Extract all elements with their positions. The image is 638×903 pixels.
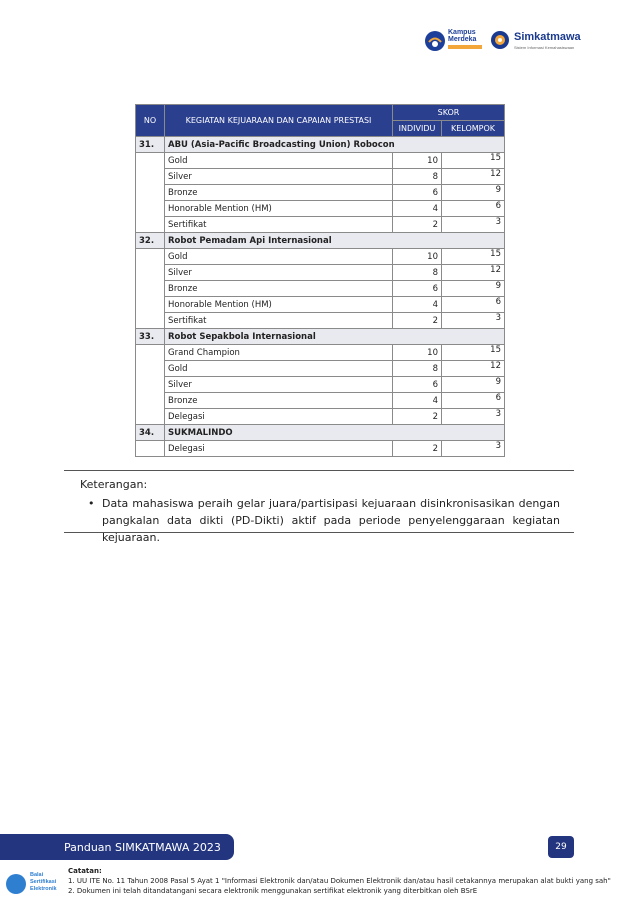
row-individu: 10 (393, 153, 442, 169)
row-label: Silver (165, 377, 393, 393)
row-label: Honorable Mention (HM) (165, 297, 393, 313)
row-label: Bronze (165, 185, 393, 201)
kampus-merdeka-text: Kampus Merdeka (448, 29, 477, 43)
row-label: Silver (165, 169, 393, 185)
row-individu: 8 (393, 361, 442, 377)
group-number: 31. (136, 137, 165, 153)
kampus-merdeka-bar (448, 45, 482, 49)
kampus-merdeka-icon (424, 30, 446, 52)
bsre-logo (6, 870, 66, 898)
group-title: ABU (Asia-Pacific Broadcasting Union) Robocon (165, 137, 505, 153)
kampus-merdeka-logo (424, 28, 484, 54)
row-label: Gold (165, 153, 393, 169)
header-logos (424, 24, 584, 58)
row-individu: 4 (393, 201, 442, 217)
row-individu: 4 (393, 297, 442, 313)
table-row (136, 409, 505, 425)
bsre-icon (6, 874, 26, 894)
group-number: 34. (136, 425, 165, 441)
row-kelompok: 15 (442, 345, 505, 361)
table-row (136, 377, 505, 393)
row-individu: 6 (393, 377, 442, 393)
row-individu: 2 (393, 217, 442, 233)
page-number: 29 (548, 836, 574, 858)
row-kelompok: 12 (442, 361, 505, 377)
simkatmawa-subtitle: Sistem Informasi Kemahasiswaan (514, 45, 575, 50)
group-title: Robot Sepakbola Internasional (165, 329, 505, 345)
keterangan-item (80, 495, 560, 546)
row-individu: 10 (393, 249, 442, 265)
table-row (136, 153, 505, 169)
row-kelompok: 9 (442, 185, 505, 201)
catatan-line-1: 1. UU ITE No. 11 Tahun 2008 Pasal 5 Ayat 1 "Informasi Elektronik dan/atau Dokumen Elektronik dan/atau hasil cetakannya merupakan alat bukti yang sah" (68, 877, 611, 885)
row-label: Grand Champion (165, 345, 393, 361)
row-label: Gold (165, 249, 393, 265)
row-kelompok: 6 (442, 393, 505, 409)
footer-title: Panduan SIMKATMAWA 2023 (64, 841, 221, 854)
bullet-icon: • (88, 497, 95, 510)
row-kelompok: 3 (442, 409, 505, 425)
header-kegiatan: KEGIATAN KEJUARAAN DAN CAPAIAN PRESTASI (165, 105, 393, 137)
table-row (136, 441, 505, 457)
group-number: 33. (136, 329, 165, 345)
group-row (136, 137, 505, 153)
row-individu: 8 (393, 169, 442, 185)
footer-bar (0, 834, 234, 860)
group-title: Robot Pemadam Api Internasional (165, 233, 505, 249)
simkatmawa-name: Simkatmawa (514, 31, 581, 43)
row-individu: 2 (393, 441, 442, 457)
simkatmawa-logo (490, 28, 586, 54)
header-kelompok: KELOMPOK (442, 121, 505, 137)
table-row (136, 393, 505, 409)
table-row (136, 169, 505, 185)
table-row (136, 185, 505, 201)
divider-top (64, 470, 574, 471)
table-row (136, 249, 505, 265)
row-kelompok: 12 (442, 169, 505, 185)
simkatmawa-icon (490, 30, 510, 50)
row-kelompok: 15 (442, 249, 505, 265)
table-row (136, 217, 505, 233)
table-row (136, 265, 505, 281)
table-header-row (136, 105, 505, 121)
table-row (136, 345, 505, 361)
row-label: Bronze (165, 281, 393, 297)
row-kelompok: 3 (442, 313, 505, 329)
divider-bottom (64, 532, 574, 533)
group-row (136, 425, 505, 441)
row-label: Sertifikat (165, 217, 393, 233)
table-row (136, 281, 505, 297)
catatan-note (68, 866, 611, 896)
table-row (136, 201, 505, 217)
row-label: Silver (165, 265, 393, 281)
group-row (136, 329, 505, 345)
row-kelompok: 6 (442, 297, 505, 313)
group-row (136, 233, 505, 249)
row-label: Gold (165, 361, 393, 377)
row-kelompok: 6 (442, 201, 505, 217)
row-kelompok: 9 (442, 281, 505, 297)
bsre-text: Balai Sertifikasi Elektronik (30, 872, 57, 892)
header-no: NO (136, 105, 165, 137)
row-label: Delegasi (165, 409, 393, 425)
row-individu: 2 (393, 409, 442, 425)
row-individu: 4 (393, 393, 442, 409)
row-label: Bronze (165, 393, 393, 409)
table-row (136, 297, 505, 313)
score-table (135, 104, 505, 457)
catatan-line-2: 2. Dokumen ini telah ditandatangani secara elektronik menggunakan sertifikat elektronik yang diterbitkan oleh BSrE (68, 887, 478, 895)
row-individu: 6 (393, 185, 442, 201)
group-number: 32. (136, 233, 165, 249)
row-label: Sertifikat (165, 313, 393, 329)
row-kelompok: 12 (442, 265, 505, 281)
row-individu: 2 (393, 313, 442, 329)
header-skor: SKOR (393, 105, 505, 121)
row-kelompok: 3 (442, 441, 505, 457)
catatan-label: Catatan: (68, 867, 102, 875)
row-kelompok: 9 (442, 377, 505, 393)
row-kelompok: 3 (442, 217, 505, 233)
table-row (136, 361, 505, 377)
row-individu: 6 (393, 281, 442, 297)
keterangan-title: Keterangan: (80, 478, 148, 491)
row-individu: 10 (393, 345, 442, 361)
table-row (136, 313, 505, 329)
keterangan-text: Data mahasiswa peraih gelar juara/partisipasi kejuaraan disinkronisasikan dengan pangkalan data dikti (PD-Dikti) aktif pada periode penyelenggaraan kegiatan kejuaraan. (102, 497, 560, 544)
row-kelompok: 15 (442, 153, 505, 169)
row-label: Delegasi (165, 441, 393, 457)
row-individu: 8 (393, 265, 442, 281)
group-title: SUKMALINDO (165, 425, 505, 441)
keterangan-section (80, 478, 560, 546)
row-label: Honorable Mention (HM) (165, 201, 393, 217)
header-individu: INDIVIDU (393, 121, 442, 137)
